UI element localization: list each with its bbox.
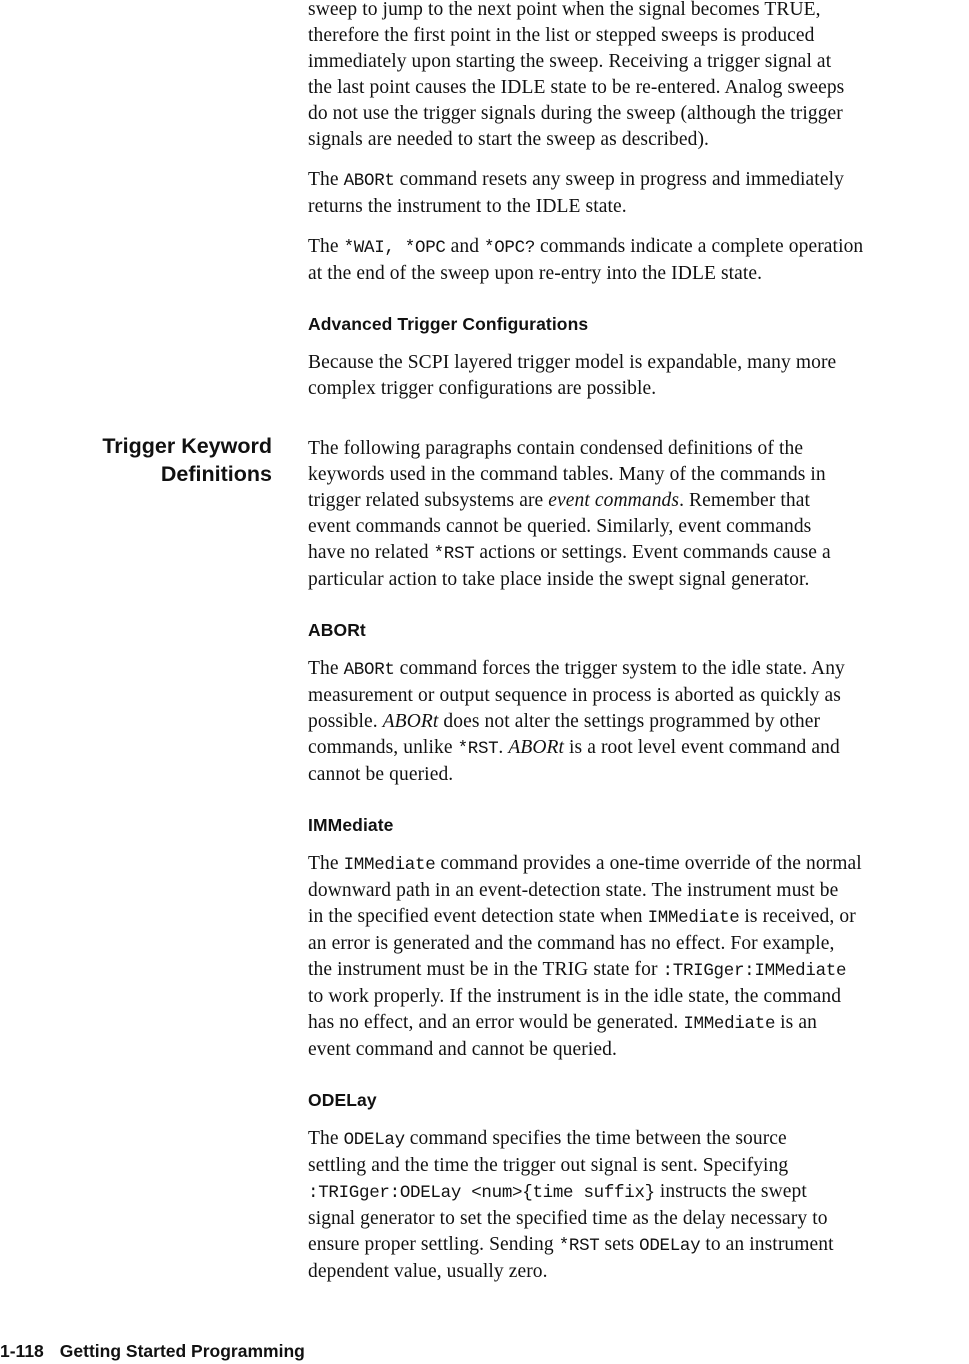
intro-paragraph-2: The ABORt command resets any sweep in progress and immediately returns the instrument to the IDLE state. bbox=[308, 169, 844, 217]
heading-advanced-trigger: Advanced Trigger Configurations bbox=[308, 314, 589, 334]
advanced-paragraph: Because the SCPI layered trigger model is expandable, many more complex trigger configurations are possible. bbox=[308, 352, 837, 399]
code-rst: *RST bbox=[433, 544, 475, 564]
odelay-paragraph: The ODELay command specifies the time between the source settling and the time the trigger out signal is sent. Specifying :TRIGger:ODELay <num>{time suffix} instructs the swept signal generator to set the specified time as the delay necessary to ensure proper settling. Sending *RST sets ODELay to an instrument dependent value, usually zero. bbox=[308, 1128, 834, 1282]
immediate-paragraph: The IMMediate command provides a one-time override of the normal downward path in an event-detection state. The instrument must be in the specified event detection state when IMMediate is received, or an error is generated and the command has no effect. For example, the instrument must be in the TRIG state for :TRIGger:IMMediate to work properly. If the instrument is in the idle state, the command has no effect, and an error would be generated. IMMediate is an event command and cannot be queried. bbox=[308, 853, 862, 1060]
heading-abort: ABORt bbox=[308, 620, 366, 640]
page-footer bbox=[0, 1341, 305, 1362]
intro-paragraph-3: The *WAI, *OPC and *OPC? commands indicate a complete operation at the end of the sweep upon re-entry into the IDLE state. bbox=[308, 236, 864, 284]
heading-odelay: ODELay bbox=[308, 1090, 377, 1110]
code-wai-opc: *WAI, *OPC bbox=[343, 238, 446, 258]
abort-paragraph: The ABORt command forces the trigger system to the idle state. Any measurement or output sequence in process is aborted as quickly as possible. ABORt does not alter the settings programmed by other commands, unlike *RST. ABORt is a root level event command and cannot be queried. bbox=[308, 658, 845, 785]
code-opc-query: *OPC? bbox=[484, 238, 536, 258]
footer-title: Getting Started Programming bbox=[59, 1341, 305, 1361]
body-column bbox=[308, 0, 968, 1299]
section-title bbox=[102, 432, 272, 488]
intro-paragraph-1: sweep to jump to the next point when the signal becomes TRUE, therefore the first point in the list or stepped sweeps is produced immediately upon starting the sweep. Receiving a trigger signal at the last point causes the IDLE state to be re-entered. Analog sweeps do not use the trigger signals during the sweep (although the trigger signals are needed to start the sweep as described). bbox=[308, 0, 845, 150]
code-abort: ABORt bbox=[343, 171, 395, 191]
page-number: 1-118 bbox=[0, 1341, 44, 1361]
section-title-line-2: Definitions bbox=[160, 462, 272, 486]
keyword-definitions-paragraph: The following paragraphs contain condensed definitions of the keywords used in the command tables. Many of the commands in trigger related subsystems are event commands. Remember that event commands cannot be queried. Similarly, event commands have no related *RST actions or settings. Event commands cause a particular action to take place inside the swept signal generator. bbox=[308, 438, 831, 590]
heading-immediate: IMMediate bbox=[308, 815, 394, 835]
section-title-line-1: Trigger Keyword bbox=[102, 434, 272, 458]
